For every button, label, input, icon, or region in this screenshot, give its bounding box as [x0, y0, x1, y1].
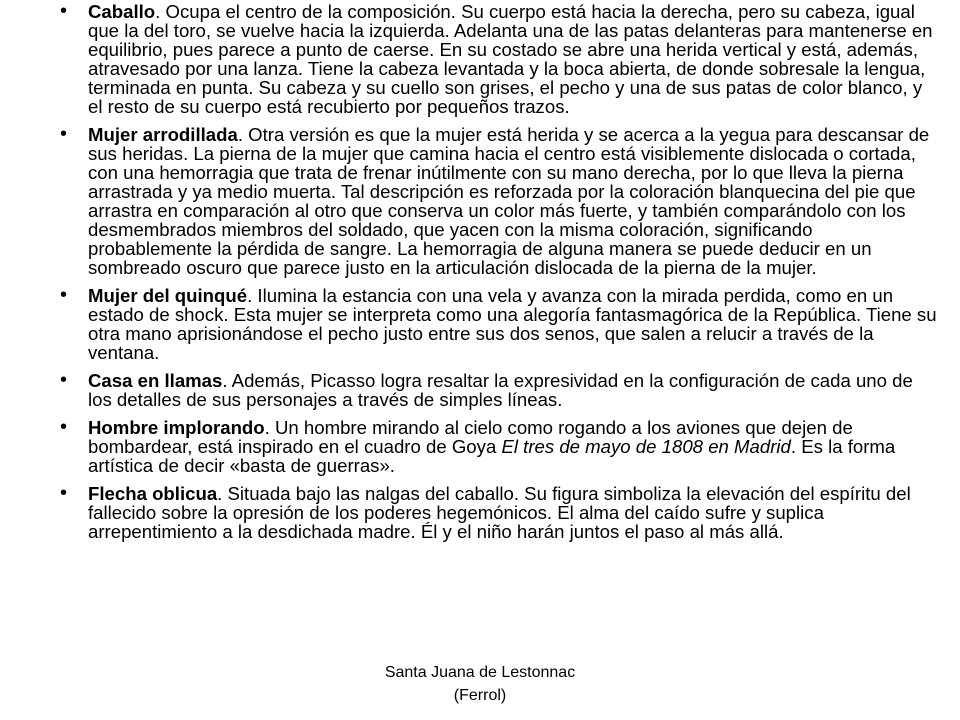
bullet-dot-icon: •	[60, 123, 68, 145]
bullet-item	[60, 125, 940, 277]
footer-city: (Ferrol)	[453, 687, 507, 704]
bullet-dot-icon: •	[60, 482, 68, 504]
bullet-item	[60, 418, 940, 475]
bullet-term: Casa en llamas	[88, 370, 223, 391]
bullet-term: Hombre implorando	[88, 417, 265, 438]
bullet-text: . Además, Picasso logra resaltar la expresividad en la configuración de cada uno de los detalles de sus personajes a través de simples líneas.	[88, 370, 913, 410]
bullet-text-italic: El tres de mayo de 1808 en Madrid	[501, 436, 791, 457]
bullet-list	[60, 2, 940, 550]
bullet-text: . Otra versión es que la mujer está herida y se acerca a la yegua para descansar de sus heridas. La pierna de la mujer que camina hacia el centro está visiblemente dislocada o cortada, con una hemorragia que trata de frenar inútilmente con su mano derecha, por lo que lleva la pierna arrastrada y ya medio muerta. Tal descripción es reforzada por la coloración blanquecina del pie que arrastra en comparación al otro que conserva un color más fuerte, y también comparándolo con los desmembrados miembros del soldado, que yacen con la misma coloración, significando probablemente la pérdida de sangre. La hemorragia de alguna manera se puede deducir en un sombreado oscuro que parece justo en la articulación dislocada de la pierna de la mujer.	[88, 124, 930, 278]
bullet-item	[60, 2, 940, 116]
bullet-text: . Un hombre mirando al cielo como rogando a los aviones que dejen de bombardear, está inspirado en el cuadro de Goya	[88, 417, 853, 457]
bullet-text: . Ocupa el centro de la composición. Su cuerpo está hacia la derecha, pero su cabeza, igual que la del toro, se vuelve hacia la izquierda. Adelanta una de las patas delanteras para mantenerse en equilibrio, pues parece a punto de caerse. En su costado se abre una herida vertical y está, además, atravesado por una lanza. Tiene la cabeza levantada y la boca abierta, de donde sobresale la lengua, terminada en punta. Su cabeza y su cuello son grises, el pecho y una de sus patas de color blanco, y el resto de su cuerpo está recubierto por pequeños trazos.	[88, 1, 933, 117]
bullet-text: . Situada bajo las nalgas del caballo. Su figura simboliza la elevación del espíritu del fallecido sobre la opresión de los poderes hegemónicos. El alma del caído sufre y suplica arrepentimiento a la desdichada madre. Él y el niño harán juntos el paso al más allá.	[88, 483, 911, 542]
bullet-term: Caballo	[88, 1, 156, 22]
bullet-dot-icon: •	[60, 284, 68, 306]
bullet-dot-icon: •	[60, 416, 68, 438]
bullet-text: . Es la forma artística de decir «basta de guerras».	[88, 436, 896, 476]
bullet-term: Mujer del quinqué	[88, 285, 248, 306]
bullet-dot-icon: •	[60, 369, 68, 391]
bullet-item	[60, 484, 940, 541]
bullet-item	[60, 286, 940, 362]
bullet-term: Flecha oblicua	[88, 483, 218, 504]
bullet-text: . Ilumina la estancia con una vela y avanza con la mirada perdida, como en un estado de shock. Esta mujer se interpreta como una alegoría fantasmagórica de la República. Tiene su otra mano aprisionándose el pecho justo entre sus dos senos, que salen a relucir a través de la ventana.	[88, 285, 937, 363]
bullet-item	[60, 371, 940, 409]
footer-school-name: Santa Juana de Lestonnac	[384, 664, 576, 681]
bullet-dot-icon: •	[60, 0, 68, 22]
bullet-term: Mujer arrodillada	[88, 124, 238, 145]
